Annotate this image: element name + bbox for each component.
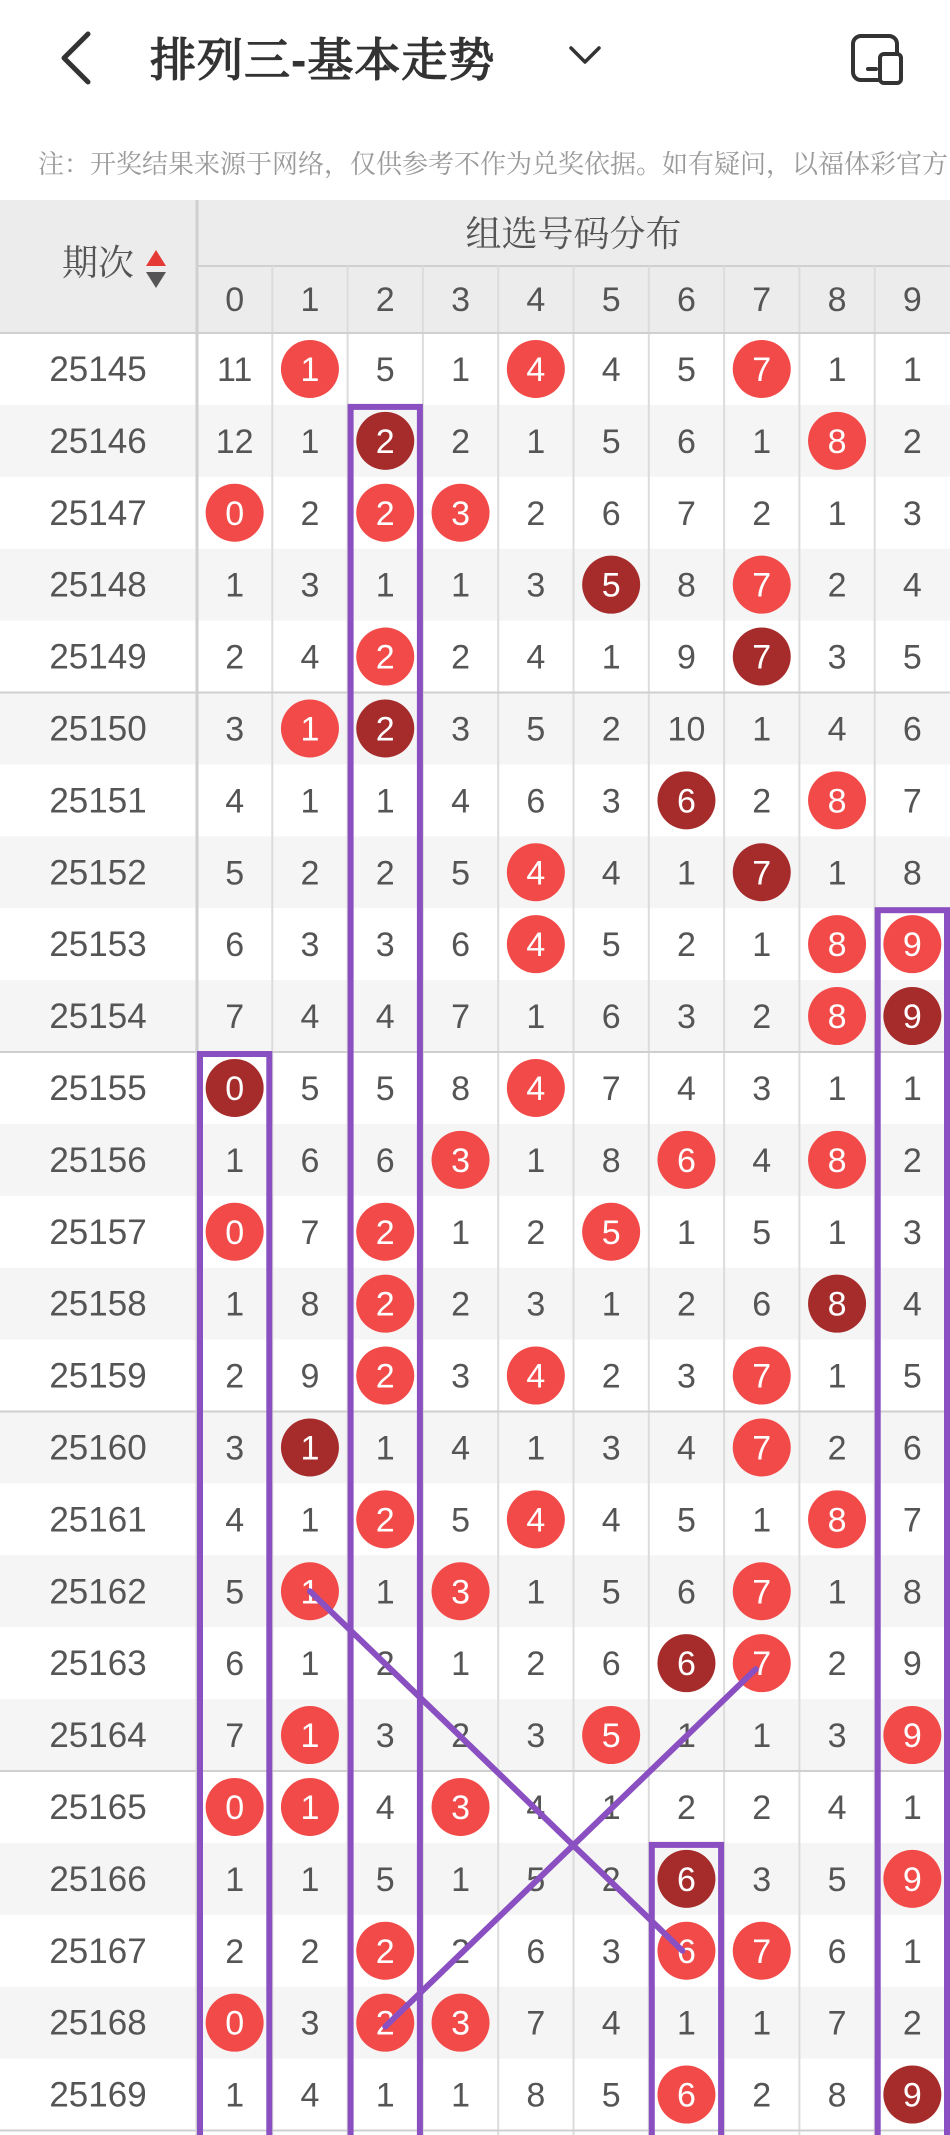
miss-count: 6 [451, 926, 471, 965]
miss-count: 4 [225, 1501, 245, 1540]
miss-count: 2 [902, 2004, 922, 2043]
hit-number: 7 [752, 638, 772, 677]
miss-count: 1 [225, 2076, 245, 2115]
miss-count: 6 [601, 998, 621, 1037]
miss-count: 1 [451, 1213, 471, 1252]
miss-count: 4 [451, 1429, 471, 1468]
miss-count: 1 [752, 422, 772, 461]
period-cell: 25164 [49, 1716, 147, 1756]
miss-count: 5 [225, 854, 245, 893]
miss-count: 3 [300, 2004, 320, 2043]
miss-count: 4 [601, 1501, 621, 1540]
hit-number: 6 [676, 1141, 696, 1180]
digit-header-6: 6 [676, 281, 696, 319]
period-header[interactable]: 期次 [61, 242, 135, 283]
hit-number: 6 [676, 782, 696, 821]
miss-count: 1 [375, 1429, 395, 1468]
hit-number: 9 [902, 1860, 922, 1899]
miss-count: 8 [902, 1573, 922, 1612]
hit-number: 2 [375, 1357, 395, 1396]
miss-count: 6 [902, 1429, 922, 1468]
miss-count: 1 [827, 1213, 847, 1252]
miss-count: 1 [676, 854, 696, 893]
period-cell: 25159 [49, 1356, 147, 1396]
hit-number: 6 [676, 1932, 696, 1971]
miss-count: 4 [601, 350, 621, 389]
miss-count: 4 [827, 710, 847, 749]
miss-count: 5 [601, 422, 621, 461]
miss-count: 5 [601, 2076, 621, 2115]
hit-number: 2 [375, 2004, 395, 2043]
miss-count: 6 [752, 1285, 772, 1324]
miss-count: 2 [752, 494, 772, 533]
miss-count: 3 [676, 998, 696, 1037]
hit-number: 7 [752, 1645, 772, 1684]
miss-count: 2 [375, 854, 395, 893]
miss-count: 5 [752, 1213, 772, 1252]
hit-number: 2 [375, 494, 395, 533]
miss-count: 4 [300, 998, 320, 1037]
miss-count: 6 [676, 422, 696, 461]
miss-count: 7 [526, 2004, 546, 2043]
period-cell: 25148 [49, 565, 147, 605]
miss-count: 4 [526, 1788, 546, 1827]
hit-number: 3 [451, 1788, 471, 1827]
hit-number: 8 [827, 1285, 847, 1324]
miss-count: 2 [225, 638, 245, 677]
miss-count: 9 [300, 1357, 320, 1396]
hit-number: 7 [752, 1573, 772, 1612]
hit-number: 8 [827, 998, 847, 1037]
miss-count: 2 [526, 1645, 546, 1684]
miss-count: 1 [225, 1285, 245, 1324]
period-cell: 25160 [49, 1428, 147, 1468]
miss-count: 4 [752, 1141, 772, 1180]
miss-count: 3 [375, 926, 395, 965]
hit-number: 2 [375, 638, 395, 677]
period-cell: 25167 [49, 1931, 147, 1971]
hit-number: 4 [526, 854, 546, 893]
hit-number: 2 [375, 1213, 395, 1252]
period-cell: 25165 [49, 1787, 147, 1827]
miss-count: 1 [451, 1645, 471, 1684]
hit-number: 3 [451, 1141, 471, 1180]
miss-count: 4 [375, 998, 395, 1037]
miss-count: 2 [752, 998, 772, 1037]
miss-count: 3 [526, 566, 546, 605]
miss-count: 6 [676, 1573, 696, 1612]
miss-count: 5 [676, 1501, 696, 1540]
miss-count: 12 [215, 422, 254, 461]
miss-count: 2 [902, 422, 922, 461]
hit-number: 0 [225, 494, 245, 533]
miss-count: 1 [752, 1717, 772, 1756]
miss-count: 1 [225, 566, 245, 605]
hit-number: 5 [601, 1213, 621, 1252]
miss-count: 8 [827, 2076, 847, 2115]
miss-count: 6 [601, 494, 621, 533]
miss-count: 6 [526, 782, 546, 821]
miss-count: 1 [601, 1285, 621, 1324]
hit-number: 0 [225, 1069, 245, 1108]
miss-count: 3 [601, 1429, 621, 1468]
miss-count: 2 [451, 1717, 471, 1756]
hit-number: 7 [752, 566, 772, 605]
digit-header-9: 9 [902, 281, 922, 319]
hit-number: 4 [526, 350, 546, 389]
group-distribution-header: 组选号码分布 [465, 213, 682, 254]
miss-count: 7 [827, 2004, 847, 2043]
miss-count: 7 [451, 998, 471, 1037]
digit-header-0: 0 [225, 281, 245, 319]
miss-count: 2 [676, 926, 696, 965]
hit-number: 2 [375, 422, 395, 461]
digit-header-8: 8 [827, 281, 847, 319]
hit-number: 5 [601, 1717, 621, 1756]
miss-count: 1 [827, 350, 847, 389]
period-cell: 25168 [49, 2003, 147, 2043]
miss-count: 4 [225, 782, 245, 821]
miss-count: 1 [752, 710, 772, 749]
hit-number: 4 [526, 1501, 546, 1540]
hit-number: 6 [676, 2076, 696, 2115]
miss-count: 1 [526, 422, 546, 461]
miss-count: 4 [676, 1429, 696, 1468]
miss-count: 1 [225, 1860, 245, 1899]
miss-count: 8 [676, 566, 696, 605]
miss-count: 8 [601, 1141, 621, 1180]
digit-header-4: 4 [526, 281, 546, 319]
hit-number: 1 [300, 1429, 320, 1468]
device-toggle-button[interactable] [850, 32, 904, 86]
hit-number: 2 [375, 1285, 395, 1324]
miss-count: 7 [676, 494, 696, 533]
period-cell: 25146 [49, 421, 147, 461]
miss-count: 4 [676, 1069, 696, 1108]
miss-count: 6 [827, 1932, 847, 1971]
miss-count: 3 [827, 638, 847, 677]
hit-number: 8 [827, 782, 847, 821]
miss-count: 11 [217, 350, 253, 389]
digit-header-5: 5 [601, 281, 621, 319]
miss-count: 1 [902, 1069, 922, 1108]
hit-number: 1 [300, 1573, 320, 1612]
hit-number: 1 [300, 1788, 320, 1827]
hit-number: 0 [225, 2004, 245, 2043]
miss-count: 1 [375, 1573, 395, 1612]
hit-number: 2 [375, 1501, 395, 1540]
miss-count: 6 [225, 1645, 245, 1684]
period-cell: 25161 [49, 1500, 147, 1540]
digit-header-1: 1 [300, 281, 320, 319]
period-cell: 25157 [49, 1212, 147, 1252]
miss-count: 2 [225, 1932, 245, 1971]
miss-count: 5 [676, 350, 696, 389]
miss-count: 2 [601, 710, 621, 749]
hit-number: 7 [752, 1429, 772, 1468]
miss-count: 5 [451, 1501, 471, 1540]
hit-number: 6 [676, 1860, 696, 1899]
miss-count: 1 [375, 782, 395, 821]
digit-header-2: 2 [375, 281, 395, 319]
device-toggle-icon [850, 32, 904, 86]
miss-count: 6 [902, 710, 922, 749]
miss-count: 3 [601, 782, 621, 821]
trend-grid [0, 200, 950, 2135]
title-dropdown-button[interactable] [565, 36, 605, 76]
miss-count: 5 [375, 1860, 395, 1899]
miss-count: 3 [902, 1213, 922, 1252]
hit-number: 8 [827, 1501, 847, 1540]
app-header [0, 0, 950, 120]
miss-count: 3 [752, 1860, 772, 1899]
miss-count: 2 [601, 1357, 621, 1396]
miss-count: 1 [827, 854, 847, 893]
miss-count: 1 [902, 350, 922, 389]
miss-count: 2 [300, 854, 320, 893]
miss-count: 3 [752, 1069, 772, 1108]
hit-number: 2 [375, 710, 395, 749]
miss-count: 6 [300, 1141, 320, 1180]
miss-count: 8 [902, 854, 922, 893]
miss-count: 6 [375, 1141, 395, 1180]
period-cell: 25163 [49, 1644, 147, 1684]
miss-count: 8 [451, 1069, 471, 1108]
hit-number: 3 [451, 494, 471, 533]
miss-count: 3 [451, 1357, 471, 1396]
miss-count: 2 [451, 1932, 471, 1971]
period-cell: 25158 [49, 1284, 147, 1324]
miss-count: 1 [752, 926, 772, 965]
miss-count: 5 [225, 1573, 245, 1612]
miss-count: 2 [225, 1357, 245, 1396]
miss-count: 3 [225, 710, 245, 749]
hit-number: 7 [752, 350, 772, 389]
page-title: 排列三-基本走势 [150, 34, 496, 86]
hit-number: 7 [752, 1357, 772, 1396]
hit-number: 2 [375, 1932, 395, 1971]
hit-number: 8 [827, 1141, 847, 1180]
miss-count: 1 [300, 1860, 320, 1899]
miss-count: 1 [752, 1501, 772, 1540]
period-cell: 25162 [49, 1572, 147, 1612]
miss-count: 2 [451, 422, 471, 461]
miss-count: 5 [827, 1860, 847, 1899]
hit-number: 4 [526, 1357, 546, 1396]
miss-count: 2 [451, 1285, 471, 1324]
miss-count: 4 [902, 1285, 922, 1324]
miss-count: 5 [902, 638, 922, 677]
hit-number: 6 [676, 1645, 696, 1684]
miss-count: 1 [827, 494, 847, 533]
miss-count: 2 [827, 1645, 847, 1684]
miss-count: 10 [667, 710, 706, 749]
miss-count: 2 [752, 2076, 772, 2115]
miss-count: 7 [601, 1069, 621, 1108]
miss-count: 8 [526, 2076, 546, 2115]
miss-count: 1 [752, 2004, 772, 2043]
hit-number: 4 [526, 926, 546, 965]
miss-count: 5 [601, 1573, 621, 1612]
hit-number: 8 [827, 926, 847, 965]
back-button[interactable] [52, 28, 102, 88]
period-cell: 25155 [49, 1068, 147, 1108]
miss-count: 2 [300, 494, 320, 533]
hit-number: 3 [451, 2004, 471, 2043]
miss-count: 9 [902, 1645, 922, 1684]
period-cell: 25166 [49, 1859, 147, 1899]
miss-count: 1 [225, 1141, 245, 1180]
miss-count: 1 [676, 1717, 696, 1756]
miss-count: 1 [451, 566, 471, 605]
miss-count: 3 [375, 1717, 395, 1756]
miss-count: 2 [526, 1213, 546, 1252]
miss-count: 3 [300, 566, 320, 605]
miss-count: 4 [601, 2004, 621, 2043]
miss-count: 8 [300, 1285, 320, 1324]
miss-count: 1 [601, 638, 621, 677]
period-cell: 25149 [49, 637, 147, 677]
miss-count: 1 [300, 782, 320, 821]
miss-count: 1 [676, 2004, 696, 2043]
miss-count: 5 [526, 710, 546, 749]
miss-count: 5 [300, 1069, 320, 1108]
miss-count: 7 [225, 1717, 245, 1756]
miss-count: 9 [676, 638, 696, 677]
miss-count: 1 [902, 1932, 922, 1971]
miss-count: 1 [375, 2076, 395, 2115]
miss-count: 2 [601, 1860, 621, 1899]
miss-count: 5 [902, 1357, 922, 1396]
hit-number: 9 [902, 998, 922, 1037]
miss-count: 2 [752, 782, 772, 821]
hit-number: 9 [902, 2076, 922, 2115]
period-cell: 25154 [49, 997, 147, 1037]
period-cell: 25169 [49, 2075, 147, 2115]
period-cell: 25147 [49, 493, 147, 533]
miss-count: 1 [676, 1213, 696, 1252]
hit-number: 1 [300, 1717, 320, 1756]
miss-count: 3 [225, 1429, 245, 1468]
digit-header-7: 7 [752, 281, 772, 319]
miss-count: 5 [375, 1069, 395, 1108]
miss-count: 4 [526, 638, 546, 677]
hit-number: 1 [300, 710, 320, 749]
miss-count: 3 [526, 1717, 546, 1756]
miss-count: 3 [902, 494, 922, 533]
miss-count: 1 [300, 1501, 320, 1540]
miss-count: 2 [375, 1645, 395, 1684]
miss-count: 2 [827, 566, 847, 605]
miss-count: 7 [902, 782, 922, 821]
miss-count: 2 [902, 1141, 922, 1180]
miss-count: 3 [526, 1285, 546, 1324]
miss-count: 1 [526, 1141, 546, 1180]
period-cell: 25145 [49, 349, 147, 389]
miss-count: 1 [300, 1645, 320, 1684]
miss-count: 2 [300, 1932, 320, 1971]
trend-table [0, 200, 950, 2135]
miss-count: 4 [300, 638, 320, 677]
period-cell: 25153 [49, 925, 147, 965]
miss-count: 7 [902, 1501, 922, 1540]
miss-count: 4 [902, 566, 922, 605]
miss-count: 1 [526, 1573, 546, 1612]
miss-count: 5 [451, 854, 471, 893]
miss-count: 1 [827, 1357, 847, 1396]
miss-count: 1 [375, 566, 395, 605]
miss-count: 1 [451, 1860, 471, 1899]
miss-count: 1 [601, 1788, 621, 1827]
miss-count: 2 [752, 1788, 772, 1827]
miss-count: 7 [300, 1213, 320, 1252]
miss-count: 3 [451, 710, 471, 749]
disclaimer-notice: 注：开奖结果来源于网络，仅供参考不作为兑奖依据。如有疑问，以福体彩官方 [38, 149, 949, 179]
hit-number: 0 [225, 1788, 245, 1827]
miss-count: 6 [601, 1645, 621, 1684]
miss-count: 5 [526, 1860, 546, 1899]
miss-count: 6 [225, 926, 245, 965]
miss-count: 2 [676, 1285, 696, 1324]
miss-count: 4 [827, 1788, 847, 1827]
hit-number: 9 [902, 926, 922, 965]
miss-count: 1 [526, 998, 546, 1037]
miss-count: 4 [451, 782, 471, 821]
miss-count: 5 [375, 350, 395, 389]
miss-count: 4 [300, 2076, 320, 2115]
chevron-left-icon [52, 28, 102, 88]
miss-count: 7 [225, 998, 245, 1037]
miss-count: 1 [526, 1429, 546, 1468]
chevron-down-icon [565, 36, 605, 76]
miss-count: 1 [827, 1069, 847, 1108]
miss-count: 1 [451, 2076, 471, 2115]
miss-count: 1 [902, 1788, 922, 1827]
miss-count: 1 [827, 1573, 847, 1612]
miss-count: 3 [676, 1357, 696, 1396]
hit-number: 0 [225, 1213, 245, 1252]
miss-count: 5 [601, 926, 621, 965]
period-cell: 25152 [49, 853, 147, 893]
hit-number: 8 [827, 422, 847, 461]
miss-count: 2 [451, 638, 471, 677]
miss-count: 4 [601, 854, 621, 893]
hit-number: 1 [300, 350, 320, 389]
period-cell: 25150 [49, 709, 147, 749]
miss-count: 3 [300, 926, 320, 965]
hit-number: 4 [526, 1069, 546, 1108]
hit-number: 3 [451, 1573, 471, 1612]
miss-count: 1 [451, 350, 471, 389]
miss-count: 2 [827, 1429, 847, 1468]
hit-number: 7 [752, 1932, 772, 1971]
hit-number: 9 [902, 1717, 922, 1756]
period-cell: 25156 [49, 1140, 147, 1180]
miss-count: 3 [827, 1717, 847, 1756]
hit-number: 7 [752, 854, 772, 893]
miss-count: 3 [601, 1932, 621, 1971]
hit-number: 5 [601, 566, 621, 605]
miss-count: 2 [676, 1788, 696, 1827]
period-cell: 25151 [49, 781, 147, 821]
miss-count: 4 [375, 1788, 395, 1827]
miss-count: 6 [526, 1932, 546, 1971]
miss-count: 2 [526, 494, 546, 533]
digit-header-3: 3 [451, 281, 471, 319]
miss-count: 1 [300, 422, 320, 461]
